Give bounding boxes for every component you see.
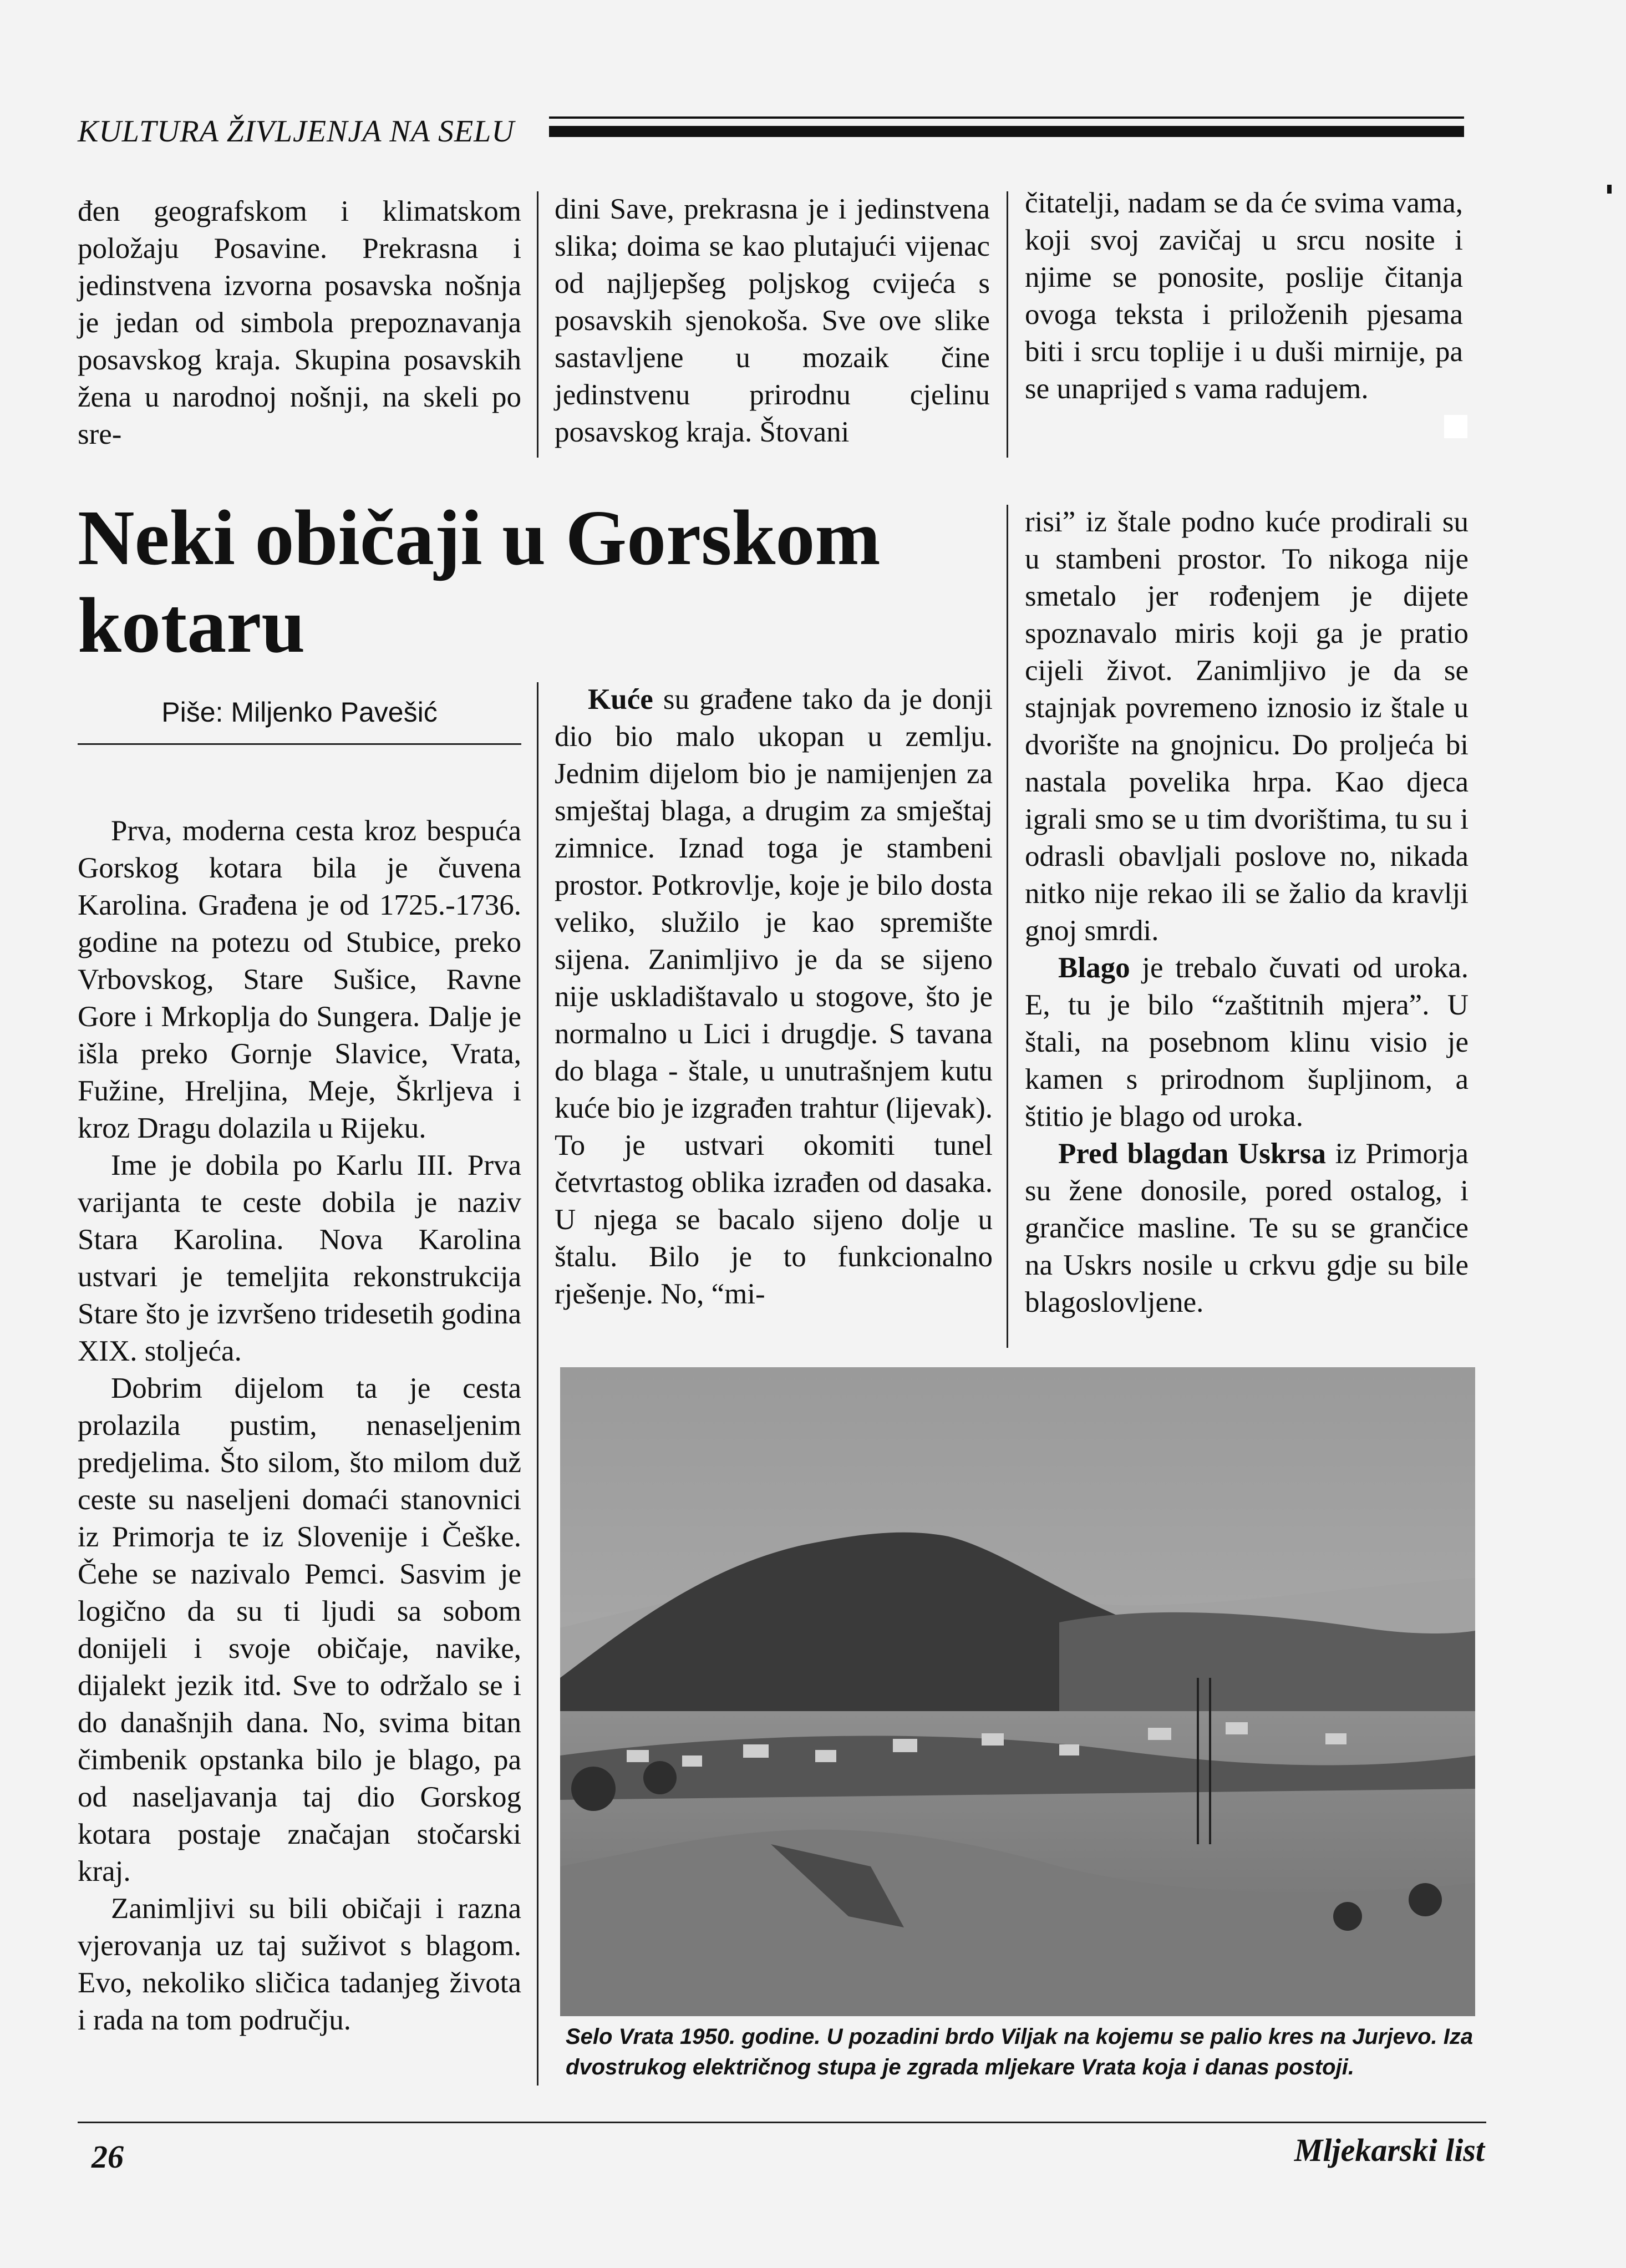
- lead-term: Kuće: [588, 683, 653, 716]
- magazine-name: Mljekarski list: [1294, 2132, 1485, 2168]
- article-column-3: [1025, 504, 1469, 1321]
- paragraph-text: je trebalo čuvati od uroka. E, tu je bilo “zaštitnih mjera”. U štali, na posebnom klinu visio je kamen s prirodnom šupljinom, a štitio je blago od uroka.: [1025, 952, 1469, 1133]
- end-mark: [1444, 415, 1467, 438]
- column-divider: [537, 682, 538, 2086]
- paragraph: Dobrim dijelom ta je cesta prolazila pustim, nenaseljenim predjelima. Što silom, što milom duž ceste su naseljeni domaći stanovnici iz Primorja te iz Slovenije i Češke. Čehe se nazivalo Pemci. Sasvim je logično da su ti ljudi sa sobom donijeli i svoje običaje, navike, dijalekt jezik itd. Sve to održalo se i do današnjih dana. No, svima bitan čimbenik opstanka bilo je blago, pa od naseljavanja taj dio Gorskog kotara postaje značajan stočarski kraj.: [78, 1372, 521, 1888]
- village-photo: [560, 1367, 1475, 2016]
- column-divider: [537, 191, 538, 458]
- article-byline: Piše: Miljenko Pavešić: [161, 697, 438, 728]
- paragraph-text: su građene tako da je donji dio bio malo ukopan u zemlju. Jednim dijelom bio je namijenjen za smještaj blaga, a drugim za smještaj zimnice. Iznad toga je stambeni prostor. Potkrovlje, koje je bilo dosta veliko, služilo je kao spremište sijena. Zanimljivo je da se sijeno nije uskladištavalo u stogove, što je normalno u Lici i drugdje. S tavana do blaga - štale, u unutrašnjem kutu kuće bio je izgrađen trahtur (lijevak). To je ustvari okomiti tunel četvrtastog oblika izrađen od dasaka. U njega se bacalo sijeno dolje u štalu. Bilo je to funkcionalno rješenje. No, “mi-: [555, 683, 993, 1310]
- column-divider: [1007, 191, 1008, 458]
- lead-term: Pred blagdan Uskrsa: [1058, 1138, 1326, 1170]
- page-number: 26: [92, 2139, 124, 2175]
- paragraph: Prva, moderna cesta kroz bespuća Gorskog kotara bila je čuvena Karolina. Građena je od 1725.-1736. godine na potezu od Stubice, preko Vrbovskog, Stare Sušice, Ravne Gore i Mrkoplja do Sungera. Dalje je išla preko Gornje Slavice, Vrata, Fužine, Hreljina, Meje, Škrljeva i kroz Dragu dolazila u Rijeku.: [78, 815, 521, 1144]
- page-header: [78, 114, 1464, 153]
- scan-mark: [1607, 185, 1612, 194]
- header-rule: [549, 126, 1464, 137]
- footer-rule: [78, 2122, 1486, 2123]
- paragraph: Zanimljivi su bili običaji i razna vjerovanja uz taj suživot s blagom. Evo, nekoliko sličica tadanjeg života i rada na tom području.: [78, 1892, 521, 2036]
- top-column-3-text: čitatelji, nadam se da će svima vama, koji svoj zavičaj u srcu nosite i njime se ponosite, poslije čitanja ovoga teksta i priloženih pjesama biti i srcu toplije i u duši mirnije, pa se unaprijed s vama radujem.: [1025, 187, 1463, 405]
- paragraph: risi” iz štale podno kuće prodirali su u stambeni prostor. To nikoga nije smetalo jer rođenjem je dijete spoznavalo miris koji ga je pratio cijeli život. Zanimljivo je da se stajnjak povremeno iznosio iz štale u dvorište na gnojnicu. Do proljeća bi nastala povelika hrpa. Kao djeca igrali smo se u tim dvorištima, tu su i odrasli obavljali poslove no, nikada nitko nije rekao ili se žalio da kravlji gnoj smrdi.: [1025, 506, 1469, 947]
- top-column-2-text: dini Save, prekrasna je i jedinstvena slika; doima se kao plutajući vijenac od najljepšeg poljskog cvijeća s posavskih sjenokoša. Sve ove slike sastavljene u mozaik čine jedinstvenu prirodnu cjelinu posavskog kraja. Štovani: [555, 193, 990, 448]
- lead-term: Blago: [1058, 952, 1130, 984]
- top-column-1: [78, 193, 521, 453]
- byline-rule: [78, 743, 521, 745]
- paragraph: [1025, 950, 1469, 1135]
- article-headline: Neki običaji u Gorskom kotaru: [78, 494, 881, 669]
- article-column-2: [555, 681, 993, 1313]
- village-landscape-image: [560, 1367, 1475, 2016]
- paragraph: Ime je dobila po Karlu III. Prva varijanta te ceste dobila je naziv Stara Karolina. Nova Karolina ustvari je temeljita rekonstrukcija Stare što je izvršeno tridesetih godina XIX. stoljeća.: [78, 1149, 521, 1367]
- column-divider: [1007, 505, 1008, 1348]
- paragraph-text: iz Primorja su žene donosile, pored ostalog, i grančice masline. Te su se grančice na Uskrs nosile u crkvu gdje su bile blagoslovljene.: [1025, 1138, 1469, 1318]
- top-column-3: [1025, 185, 1463, 408]
- paragraph: [1025, 1135, 1469, 1321]
- photo-caption: Selo Vrata 1950. godine. U pozadini brdo Viljak na kojemu se palio kres na Jurjevo. Iza dvostrukog električnog stupa je zgrada mljekare Vrata koja i danas postoji.: [566, 2025, 1473, 2079]
- section-title: KULTURA ŽIVLJENJA NA SELU: [78, 114, 515, 149]
- article-column-1: [78, 813, 521, 2039]
- header-thin-rule: [549, 116, 1464, 119]
- top-column-1-text: đen geografskom i klimatskom položaju Posavine. Prekrasna i jedinstvena izvorna posavska nošnja je jedan od simbola prepoznavanja posavskog kraja. Skupina posavskih žena u narodnoj nošnji, na skeli po sre-: [78, 195, 521, 450]
- top-column-2: [555, 191, 990, 451]
- paragraph: [555, 681, 993, 1313]
